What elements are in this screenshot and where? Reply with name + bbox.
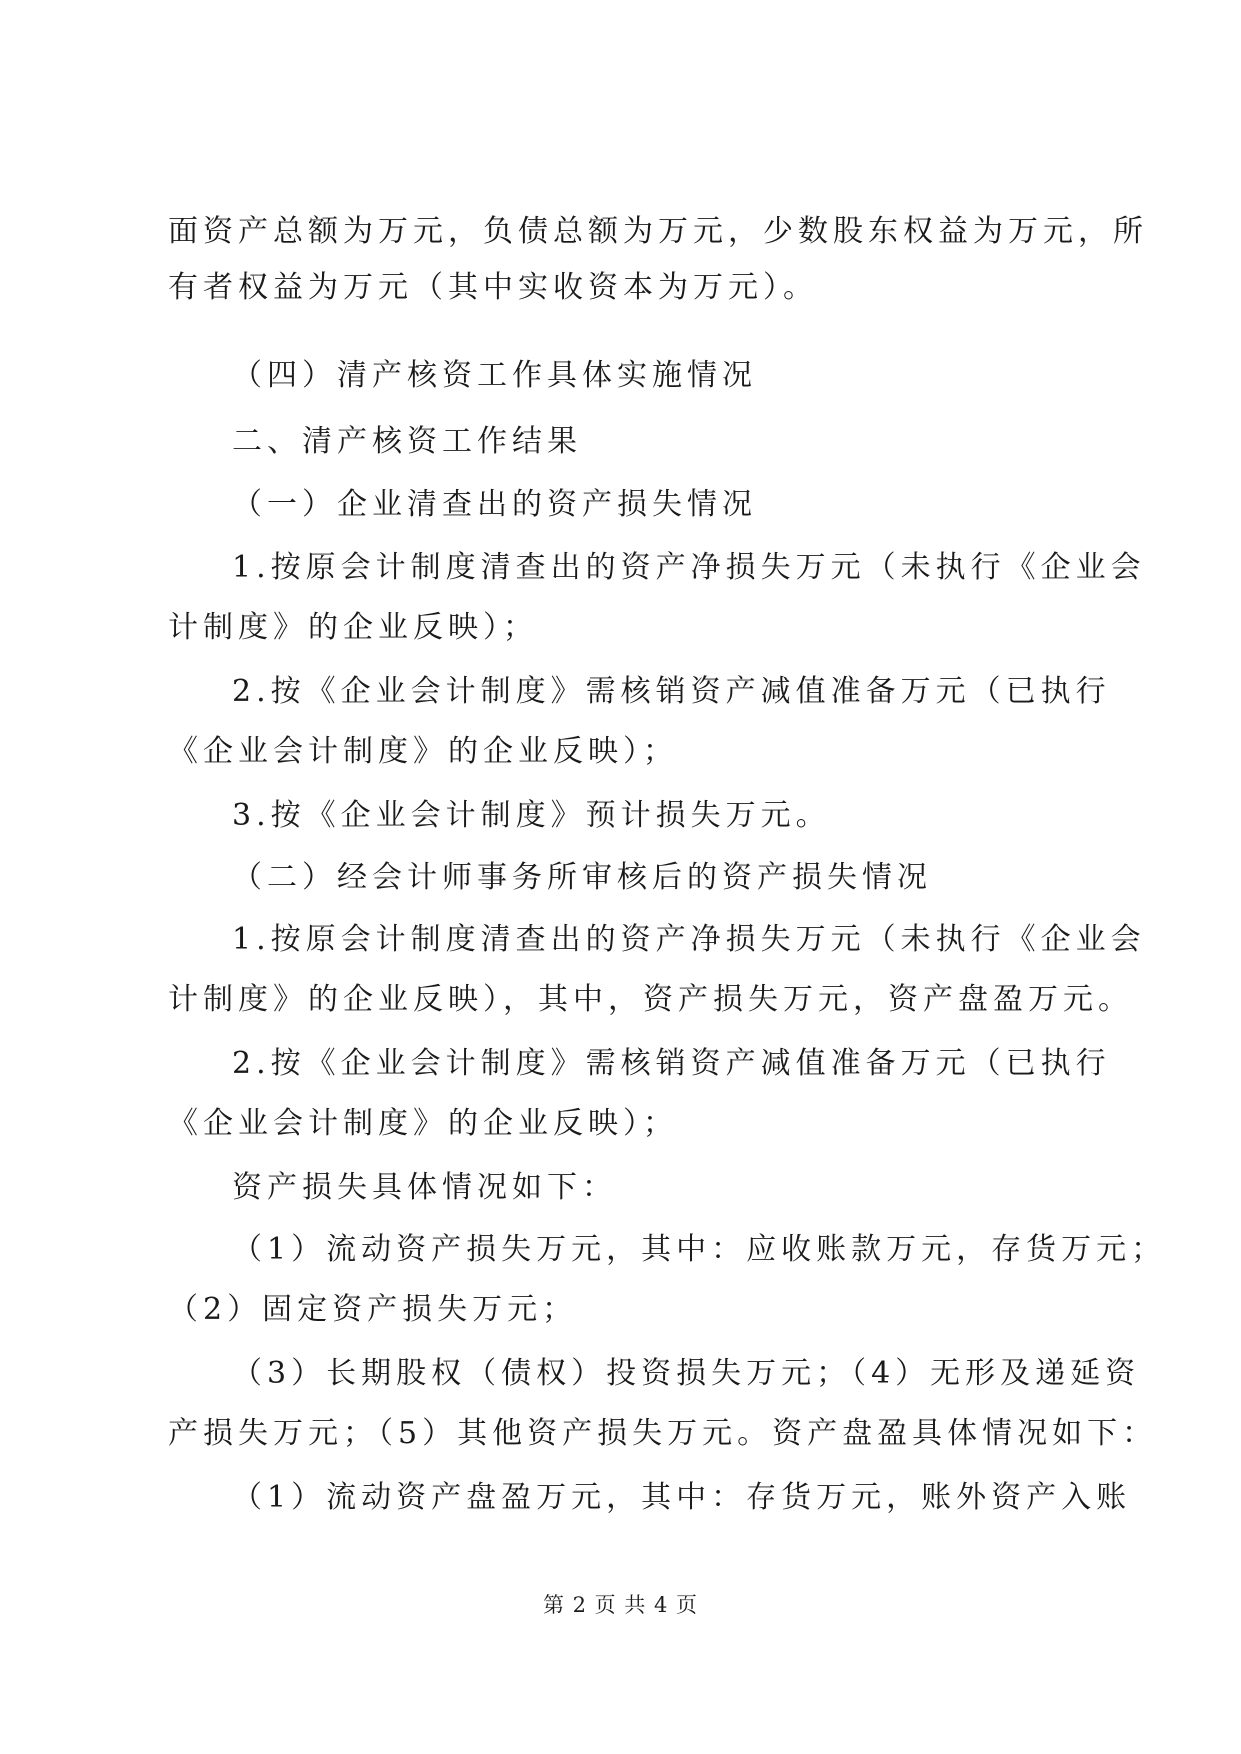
body-line: （1）流动资产损失万元，其中：应收账款万元，存货万元；: [232, 1232, 1167, 1267]
section-heading: （一）企业清查出的资产损失情况: [232, 487, 757, 522]
body-line: 计制度》的企业反映），其中，资产损失万元，资产盘盈万元。: [168, 982, 1133, 1017]
body-line: 3.按《企业会计制度》预计损失万元。: [232, 798, 831, 833]
body-line: 面资产总额为万元，负债总额为万元，少数股东权益为万元，所: [168, 214, 1148, 249]
body-line: （2）固定资产损失万元；: [168, 1292, 578, 1327]
body-line: 《企业会计制度》的企业反映）；: [168, 734, 678, 769]
section-heading: 二、清产核资工作结果: [232, 424, 582, 459]
body-line: 2.按《企业会计制度》需核销资产减值准备万元（已执行: [232, 1046, 1111, 1081]
body-line: 《企业会计制度》的企业反映）；: [168, 1106, 678, 1141]
body-line: 产损失万元；（5）其他资产损失万元。资产盘盈具体情况如下：: [168, 1416, 1158, 1451]
body-line: 2.按《企业会计制度》需核销资产减值准备万元（已执行: [232, 674, 1111, 709]
page-number-footer: 第 2 页 共 4 页: [542, 1593, 699, 1617]
body-line: 计制度》的企业反映）；: [168, 610, 538, 645]
body-line: （3）长期股权（债权）投资损失万元；（4）无形及递延资: [232, 1356, 1141, 1391]
body-line: 有者权益为万元（其中实收资本为万元）。: [168, 270, 818, 305]
section-heading: （四）清产核资工作具体实施情况: [232, 358, 757, 393]
body-line: 资产损失具体情况如下：: [232, 1170, 617, 1205]
body-line: （1）流动资产盘盈万元，其中：存货万元，账外资产入账: [232, 1480, 1132, 1515]
body-line: 1.按原会计制度清查出的资产净损失万元（未执行《企业会: [232, 922, 1146, 957]
body-line: 1.按原会计制度清查出的资产净损失万元（未执行《企业会: [232, 550, 1146, 585]
section-heading: （二）经会计师事务所审核后的资产损失情况: [232, 860, 932, 895]
